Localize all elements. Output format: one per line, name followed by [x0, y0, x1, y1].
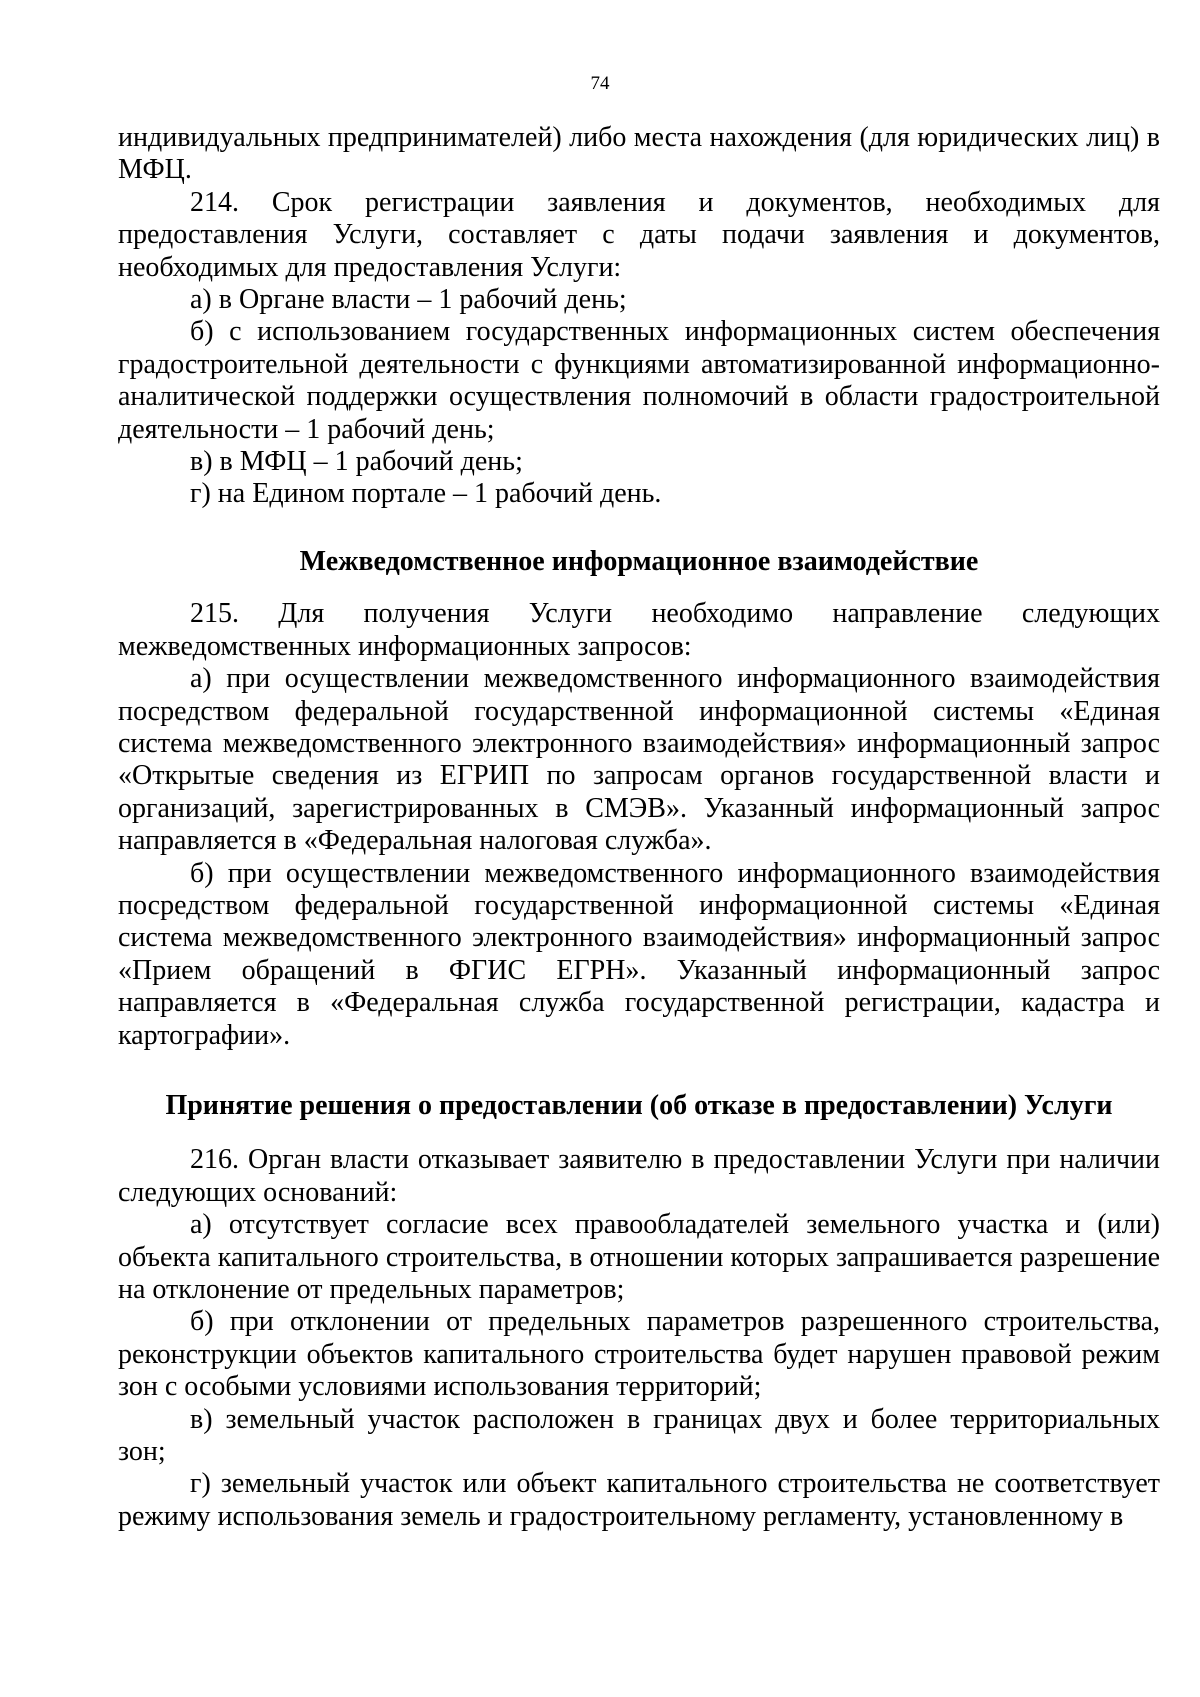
list-item-216g: г) земельный участок или объект капитального строительства не соответствует режиму использования земель и градостроительному регламенту, установленному в	[118, 1468, 1160, 1532]
list-item-216v: в) земельный участок расположен в границах двух и более территориальных зон;	[118, 1403, 1160, 1468]
paragraph-215: 215. Для получения Услуги необходимо направление следующих межведомственных информационных запросов:	[118, 598, 1160, 662]
section-heading-decision: Принятие решения о предоставлении (об отказе в предоставлении) Услуги	[165, 1089, 1113, 1121]
spacer	[118, 1052, 1160, 1090]
list-item-214g: г) на Едином портале – 1 рабочий день.	[190, 478, 662, 510]
document-body	[118, 122, 1160, 1533]
spacer	[118, 1122, 1160, 1144]
spacer	[118, 511, 1160, 546]
paragraph-216: 216. Орган власти отказывает заявителю в предоставлении Услуги при наличии следующих оснований:	[118, 1144, 1160, 1208]
list-item-215a: а) при осуществлении межведомственного информационного взаимодействия посредством федеральной государственной информационной системы «Единая система межведомственного электронного взаимодействия» информационный запрос «Открытые сведения из ЕГРИП по запросам органов государственной власти и организаций, зарегистрированных в СМЭВ». Указанный информационный запрос направляется в «Федеральная налоговая служба».	[118, 663, 1160, 857]
list-item-214b: б) с использованием государственных информационных систем обеспечения градостроительной деятельности с функциями автоматизированной информационно-аналитической поддержки осуществления полномочий в области градостроительной деятельности – 1 рабочий день;	[118, 316, 1160, 445]
list-item-214a: а) в Органе власти – 1 рабочий день;	[190, 284, 627, 316]
paragraph-214: 214. Срок регистрации заявления и документов, необходимых для предоставления Услуги, составляет с даты подачи заявления и документов, необходимых для предоставления Услуги:	[118, 186, 1160, 283]
section-heading-interagency: Межведомственное информационное взаимодействие	[299, 545, 979, 577]
spacer	[118, 578, 1160, 598]
list-item-216a: а) отсутствует согласие всех правообладателей земельного участка и (или) объекта капитального строительства, в отношении которых запрашивается разрешение на отклонение от предельных параметров;	[118, 1209, 1160, 1305]
list-item-216b: б) при отклонении от предельных параметров разрешенного строительства, реконструкции объектов капитального строительства будет нарушен правовой режим зон с особыми условиями использования территорий;	[118, 1306, 1160, 1403]
list-item-215b: б) при осуществлении межведомственного информационного взаимодействия посредством федеральной государственной информационной системы «Единая система межведомственного электронного взаимодействия» информационный запрос «Прием обращений в ФГИС ЕГРН». Указанный информационный запрос направляется в «Федеральная служба государственной регистрации, кадастра и картографии».	[118, 857, 1160, 1051]
list-item-214v: в) в МФЦ – 1 рабочий день;	[190, 446, 523, 478]
paragraph-continuation: индивидуальных предпринимателей) либо места нахождения (для юридических лиц) в МФЦ.	[118, 122, 1160, 186]
page-number: 74	[590, 73, 610, 94]
